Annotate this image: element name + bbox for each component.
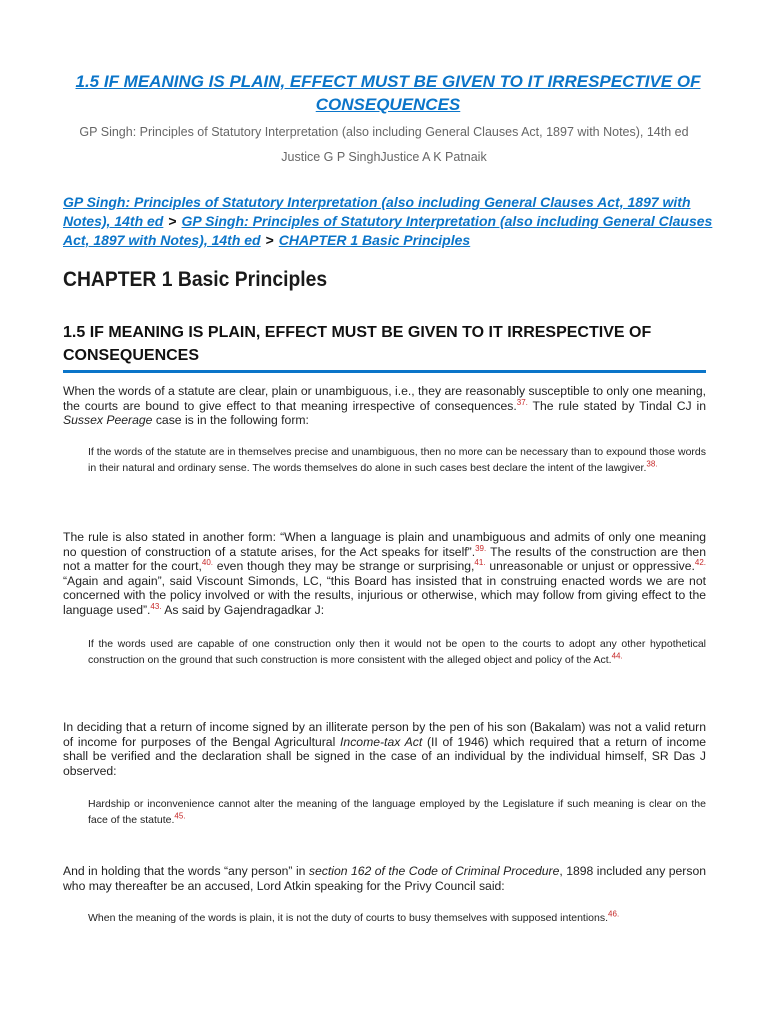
footnote-45[interactable]: 45. [174, 811, 186, 821]
case-name: Sussex Peerage [63, 413, 153, 428]
footnote-41[interactable]: 41. [474, 558, 486, 568]
paragraph-3 [63, 720, 706, 778]
text: When the words of a statute are clear, plain or unambiguous, i.e., they are reasonably susceptible to only one meaning, the courts are bound to give effect to that meaning irrespective of consequences. [63, 384, 706, 413]
book-title: GP Singh: Principles of Statutory Interpretation (also including General Clauses Act, 1897 with Notes), 14th ed [79, 125, 689, 139]
authors: Justice G P SinghJustice A K Patnaik [281, 150, 487, 164]
text: even though they may be strange or surprising, [213, 559, 475, 574]
breadcrumb-link-chapter[interactable]: CHAPTER 1 Basic Principles [278, 232, 471, 248]
footnote-42[interactable]: 42. [694, 558, 707, 568]
text: And in holding that the words “any person” in [63, 864, 309, 878]
text: If the words used are capable of one construction only then it would not be open to the courts to adopt any other hypothetical construction on the ground that such construction is more consistent with the alleged object and policy of the Act. [88, 638, 706, 666]
text: As said by Gajendragadkar J: [161, 602, 325, 617]
footnote-44[interactable]: 44. [611, 651, 623, 661]
footnote-38[interactable]: 38. [646, 459, 658, 469]
breadcrumb-link-book[interactable]: GP Singh: Principles of Statutory Interpretation (also including General Clauses Act, 1897 with Notes), 14th ed [63, 194, 691, 229]
quote-3 [88, 796, 706, 828]
quote-1 [88, 444, 706, 476]
section-heading: 1.5 IF MEANING IS PLAIN, EFFECT MUST BE GIVEN TO IT IRRESPECTIVE OF CONSEQUENCES [63, 321, 706, 373]
text: The rule stated by Tindal CJ in [527, 398, 707, 413]
text: unreasonable or unjust or oppressive. [485, 559, 695, 574]
text: In deciding that a return of income signed by an illiterate person by the pen of his son (Bakalam) was not a valid return of income for purposes of the Bengal Agricultural [63, 720, 706, 749]
chapter-heading: CHAPTER 1 Basic Principles [63, 268, 328, 291]
breadcrumb-separator: > [265, 232, 274, 248]
statute-section: section 162 of the Code of Criminal Procedure [308, 864, 560, 878]
text: If the words of the statute are in themselves precise and unambiguous, then no more can be necessary than to expound those words in their natural and ordinary sense. The words themselves do alone in such cases best declare the intent of the lawgiver. [88, 446, 706, 474]
footnote-43[interactable]: 43. [150, 601, 162, 611]
breadcrumb-separator: > [168, 213, 177, 229]
quote-4 [88, 910, 706, 926]
text: Hardship or inconvenience cannot alter the meaning of the language employed by the Legislature if such meaning is clear on the face of the statute. [88, 798, 706, 826]
act-name: Income-tax Act [340, 734, 423, 749]
quote-2 [88, 636, 706, 668]
footnote-46[interactable]: 46. [608, 909, 620, 919]
text: (II of 1946) which required that a return of income shall be verified and the declaration shall be signed in the case of an individual by the individual himself, SR Das J observed: [63, 734, 706, 778]
text: The rule is also stated in another form: “When a language is plain and unambiguous and admits of only one meaning no question of construction of a statute arises, for the Act speaks for itself”. [63, 530, 706, 559]
text: When the meaning of the words is plain, it is not the duty of courts to busy themselves with supposed intentions. [88, 912, 609, 924]
document-title-link[interactable]: 1.5 IF MEANING IS PLAIN, EFFECT MUST BE GIVEN TO IT IRRESPECTIVE OF CONSEQUENCES [75, 72, 701, 114]
paragraph-4 [63, 864, 706, 893]
paragraph-1 [63, 384, 706, 428]
footnote-40[interactable]: 40. [201, 558, 214, 568]
text: case is in the following form: [152, 413, 309, 428]
breadcrumb [63, 193, 713, 250]
paragraph-2 [63, 530, 706, 618]
footnote-37[interactable]: 37. [516, 397, 528, 407]
footnote-39[interactable]: 39. [475, 543, 487, 553]
breadcrumb-link-book-contents[interactable]: GP Singh: Principles of Statutory Interpretation (also including General Clauses Act, 1897 with Notes), 14th ed [63, 213, 713, 248]
text: The results of the construction are then not a matter for the court, [63, 544, 706, 574]
text: , 1898 included any person who may thereafter be an accused, Lord Atkin speaking for the Privy Council said: [63, 864, 707, 893]
text: “Again and again”, said Viscount Simonds, LC, “this Board has insisted that in construing enacted words we are not concerned with the policy involved or with the results, injurious or otherwise, which may follow from giving effect to the language used”. [63, 573, 706, 617]
